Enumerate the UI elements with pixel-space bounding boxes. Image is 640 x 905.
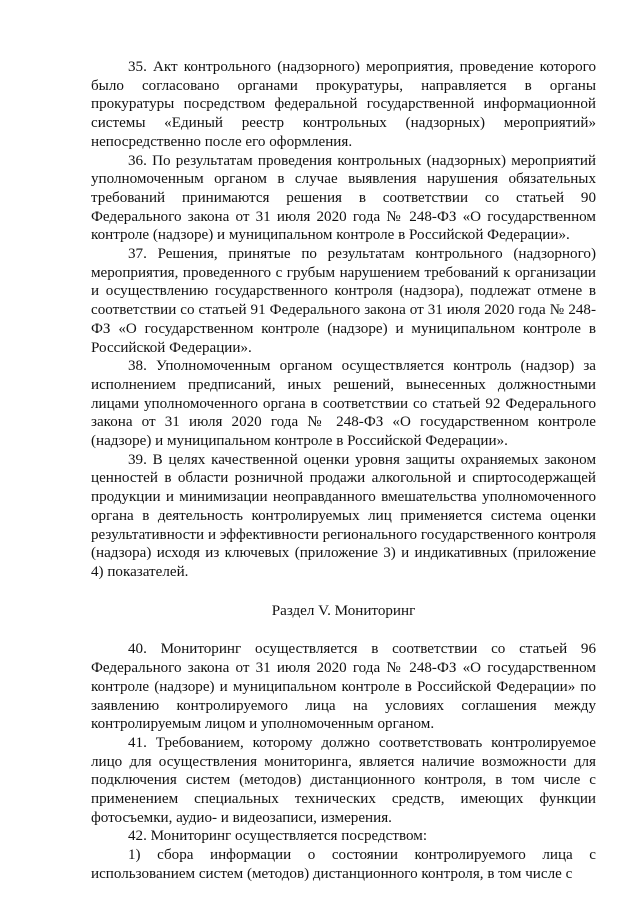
paragraph-35: 35. Акт контрольного (надзорного) мероприятия, проведение которого было согласовано органами прокуратуры, направляется в органы прокуратуры посредством федеральной государственной информационной системы «Единый реестр контрольных (надзорных) мероприятий» непосредственно после его оформления.	[91, 59, 596, 150]
paragraph-38: 38. Уполномоченным органом осуществляется контроль (надзор) за исполнением предписаний, иных решений, вынесенных должностными лицами уполномоченного органа в соответствии со статьей 92 Федерального закона от 31 июля 2020 года № 248-ФЗ «О государственном контроле (надзоре) и муниципальном контроле в Российской Федерации».	[91, 358, 596, 450]
paragraph-36: 36. По результатам проведения контрольных (надзорных) мероприятий уполномоченным органом в случае выявления нарушения обязательных требований принимаются решения в соответствии со статьей 90 Федерального закона от 31 июля 2020 года № 248-ФЗ «О государственном контроле (надзоре) и муниципальном контроле в Российской Федерации».	[91, 152, 596, 244]
paragraph-39: 39. В целях качественной оценки уровня защиты охраняемых законом ценностей в области розничной продажи алкогольной и спиртосодержащей продукции и минимизации неоправданного вмешательства уполномоченного органа в деятельность контролируемых лиц применяется система оценки результативности и эффективности регионального государственного контроля (надзора) исходя из ключевых (приложение 3) и индикативных (приложение 4) показателей.	[91, 451, 596, 580]
list-item-1: 1) сбора информации о состоянии контролируемого лица с использованием систем (методов) дистанционного контроля, в том числе с	[91, 847, 596, 882]
paragraph-37: 37. Решения, принятые по результатам контрольного (надзорного) мероприятия, проведенного с грубым нарушением требований к организации и осуществлению государственного контроля (надзора), подлежат отмене в соответствии со статьей 91 Федерального закона от 31 июля 2020 года № 248-ФЗ «О государственном контроле (надзоре) и муниципальном контроле в Российской Федерации».	[91, 246, 596, 356]
paragraph-40: 40. Мониторинг осуществляется в соответствии со статьей 96 Федерального закона от 31 июля 2020 года № 248-ФЗ «О государственном контроле (надзоре) и муниципальном контроле в Российской Федерации» по заявлению контролируемого лица на условиях соглашения между контролируемым лицом и уполномоченным органом.	[91, 641, 596, 733]
paragraph-42: 42. Мониторинг осуществляется посредством:	[128, 828, 428, 845]
section-heading: Раздел V. Мониторинг	[271, 602, 416, 619]
paragraph-41: 41. Требованием, которому должно соответствовать контролируемое лицо для осуществления мониторинга, является наличие возможности для подключения систем (методов) дистанционного контроля, в том числе с применением специальных технических средств, имеющих функции фотосъемки, аудио- и видеозаписи, измерения.	[91, 734, 596, 826]
